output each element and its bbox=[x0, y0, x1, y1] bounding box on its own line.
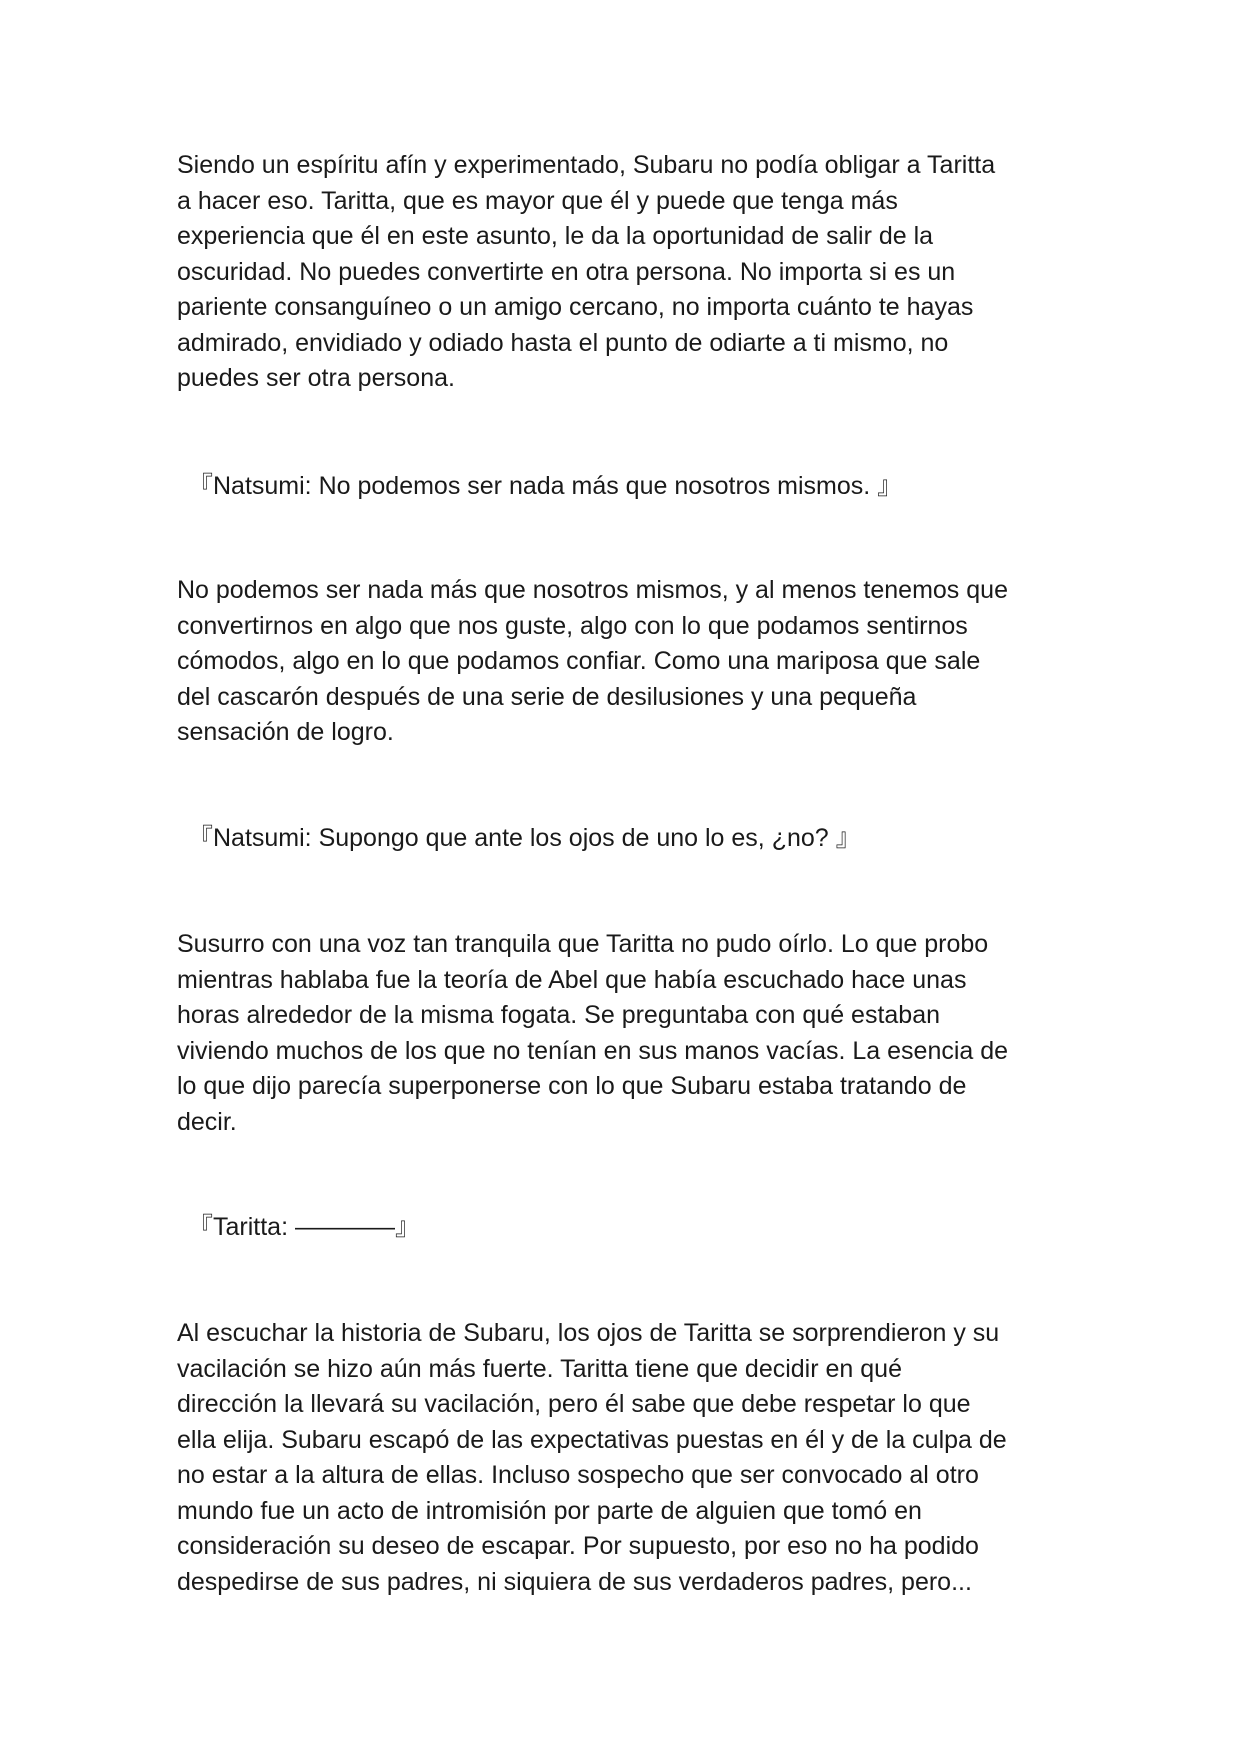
paragraph-line: admirado, envidiado y odiado hasta el punto de odiarte a ti mismo, no bbox=[177, 328, 949, 357]
paragraph-line: convertirnos en algo que nos guste, algo con lo que podamos sentirnos bbox=[177, 611, 968, 640]
paragraph-line: horas alrededor de la misma fogata. Se preguntaba con qué estaban bbox=[177, 1001, 941, 1029]
paragraph-line: oscuridad. No puedes convertirte en otra persona. No importa si es un bbox=[177, 257, 956, 286]
paragraph-3 bbox=[177, 927, 1077, 1140]
paragraph-line: Siendo un espíritu afín y experimentado, Subaru no podía obligar a Taritta bbox=[177, 151, 996, 179]
paragraph-2 bbox=[177, 573, 1077, 751]
paragraph-line: puedes ser otra persona. bbox=[177, 364, 455, 392]
paragraph-line: vacilación se hizo aún más fuerte. Taritta tiene que decidir en qué bbox=[177, 1354, 902, 1383]
paragraph-line: a hacer eso. Taritta, que es mayor que él y puede que tenga más bbox=[177, 186, 898, 215]
paragraph-line: decir. bbox=[177, 1107, 237, 1136]
paragraph-4 bbox=[177, 1316, 1077, 1600]
paragraph-line: Susurro con una voz tan tranquila que Taritta no pudo oírlo. Lo que probo bbox=[177, 930, 989, 958]
paragraph-line: viviendo muchos de los que no tenían en sus manos vacías. La esencia de bbox=[177, 1036, 1009, 1065]
paragraph-line: No podemos ser nada más que nosotros mismos, y al menos tenemos que bbox=[177, 576, 1008, 604]
paragraph-line: cómodos, algo en lo que podamos confiar. Como una mariposa que sale bbox=[177, 647, 981, 675]
paragraph-line: lo que dijo parecía superponerse con lo que Subaru estaba tratando de bbox=[177, 1072, 967, 1100]
paragraph-line: despedirse de sus padres, ni siquiera de sus verdaderos padres, pero... bbox=[177, 1567, 972, 1596]
paragraph-line: pariente consanguíneo o un amigo cercano, no importa cuánto te hayas bbox=[177, 293, 974, 321]
paragraph-line: ella elija. Subaru escapó de las expectativas puestas en él y de la culpa de bbox=[177, 1425, 1007, 1454]
paragraph-line: Al escuchar la historia de Subaru, los ojos de Taritta se sorprendieron y su bbox=[177, 1319, 1000, 1347]
dialogue-line-3: 『Taritta: ————』 bbox=[188, 1213, 420, 1241]
paragraph-line: mientras hablaba fue la teoría de Abel que había escuchado hace unas bbox=[177, 965, 967, 994]
dialogue-line-2: 『Natsumi: Supongo que ante los ojos de uno lo es, ¿no? 』 bbox=[188, 824, 861, 852]
dialogue-line-1: 『Natsumi: No podemos ser nada más que nosotros mismos. 』 bbox=[188, 472, 903, 500]
paragraph-line: sensación de logro. bbox=[177, 718, 394, 746]
paragraph-line: dirección la llevará su vacilación, pero él sabe que debe respetar lo que bbox=[177, 1390, 971, 1418]
paragraph-line: del cascarón después de una serie de desilusiones y una pequeña bbox=[177, 682, 917, 711]
paragraph-line: consideración su deseo de escapar. Por supuesto, por eso no ha podido bbox=[177, 1532, 979, 1560]
paragraph-line: mundo fue un acto de intromisión por parte de alguien que tomó en bbox=[177, 1496, 922, 1525]
paragraph-line: experiencia que él en este asunto, le da la oportunidad de salir de la bbox=[177, 222, 934, 250]
paragraph-1 bbox=[177, 148, 1077, 397]
paragraph-line: no estar a la altura de ellas. Incluso sospecho que ser convocado al otro bbox=[177, 1461, 979, 1489]
